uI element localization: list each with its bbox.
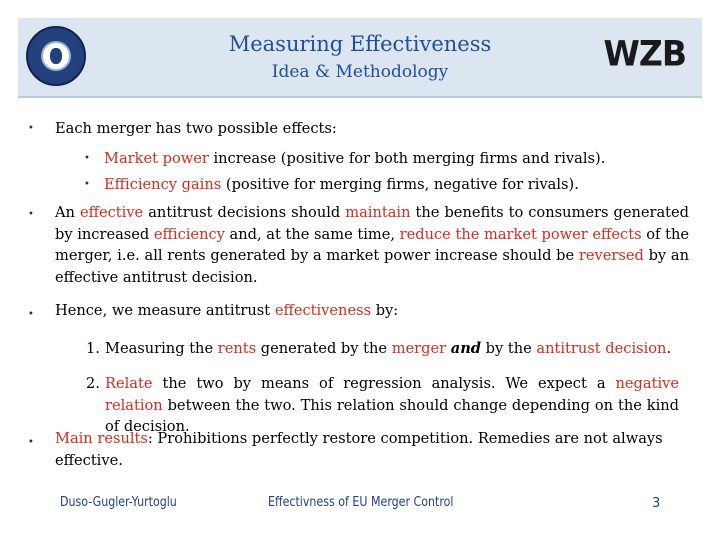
- numbered-item: Measuring the rents generated by the merger and by the antitrust decision.: [105, 340, 672, 357]
- sub-bullet: Efficiency gains (positive for merging firms, negative for rivals).: [104, 176, 579, 193]
- page-number: 3: [652, 496, 661, 511]
- slide-title: Measuring Effectiveness: [228, 32, 492, 56]
- footer-title: Effectivness of EU Merger Control: [268, 495, 454, 510]
- bullet-icon: •: [84, 153, 90, 164]
- bullet-text: An effective antitrust decisions should maintain the benefits to consumers generated by increased efficiency and, at the same time, reduce the market power effects of the merger, i.e. all rents generated by a market power increase should be reversed by an effective antitrust decision.: [55, 204, 690, 286]
- bullet-text: Each merger has two possible effects:: [55, 120, 337, 137]
- bullet-icon: •: [28, 209, 34, 220]
- bullet-icon: •: [84, 179, 90, 190]
- wzb-logo: WZB: [603, 33, 686, 74]
- slide-subtitle: Idea & Methodology: [271, 62, 449, 82]
- numbered-item: Relate the two by means of regression analysis. We expect a negative relation between the two. This relation should change depending on the kind of decision.: [105, 375, 679, 435]
- bullet-icon: •: [28, 309, 34, 320]
- bullet-text: Main results: Prohibitions perfectly restore competition. Remedies are not always effective.: [55, 430, 663, 469]
- footer-authors: Duso-Gugler-Yurtoglu: [60, 495, 177, 510]
- list-number: 2.: [86, 375, 100, 392]
- slide-header: [18, 18, 702, 98]
- bullet-text: Hence, we measure antitrust effectiveness by:: [55, 302, 399, 319]
- list-number: 1.: [86, 340, 100, 357]
- sub-bullet: Market power increase (positive for both merging firms and rivals).: [104, 150, 606, 167]
- bullet-icon: •: [28, 437, 34, 448]
- bullet-icon: •: [28, 123, 34, 134]
